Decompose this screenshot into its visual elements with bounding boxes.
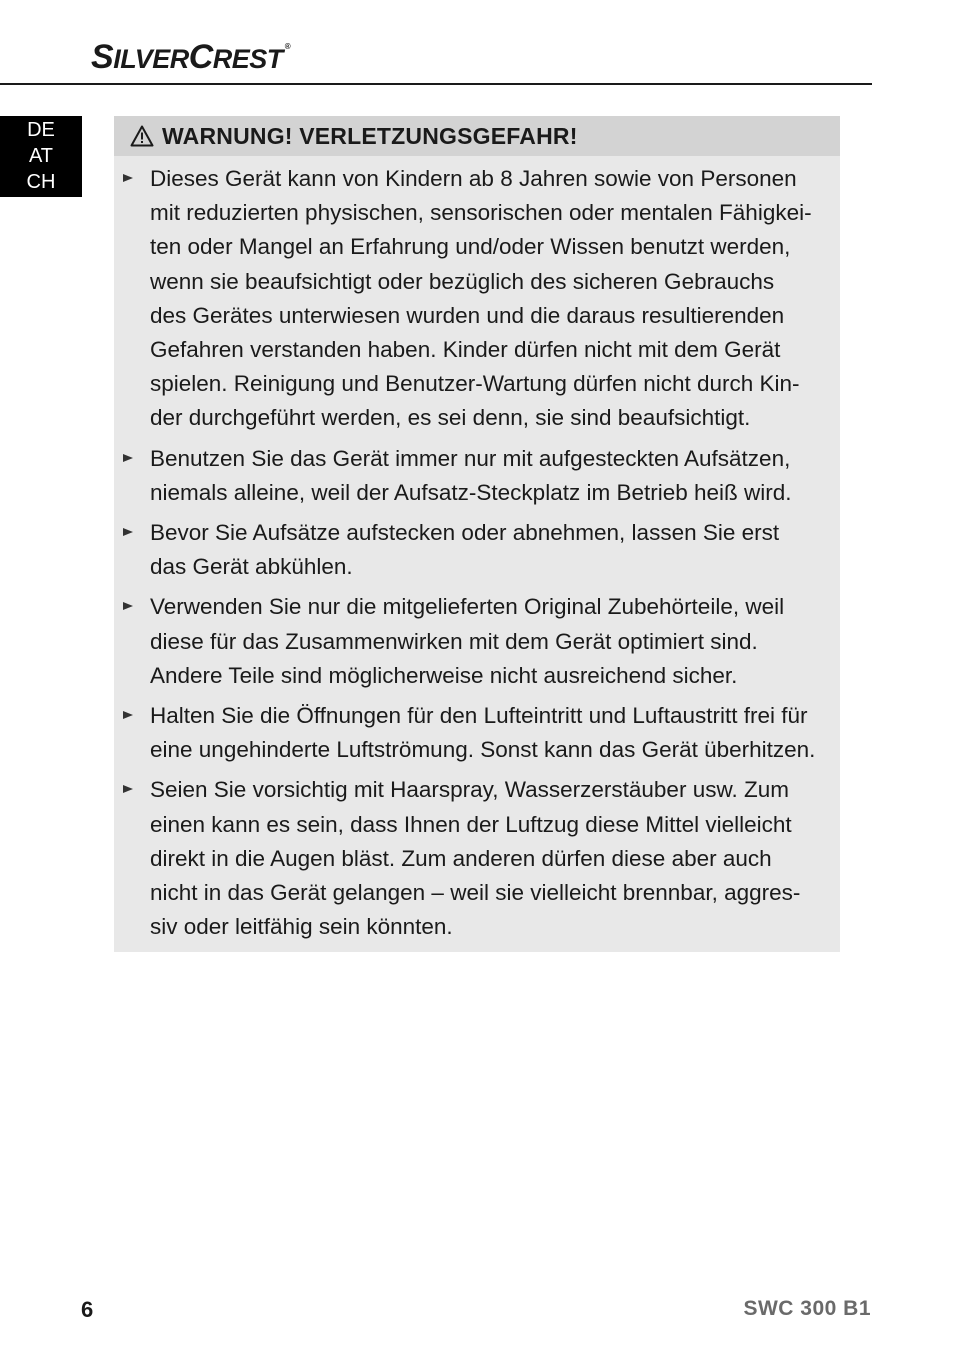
warning-item-line: direkt in die Augen bläst. Zum anderen dürfen diese aber auch [150,845,772,871]
lang-ch: CH [26,171,56,193]
warning-item [114,699,840,767]
warning-item-line: niemals alleine, weil der Aufsatz-Steckplatz im Betrieb heiß wird. [150,479,792,505]
warning-item-line: Benutzen Sie das Gerät immer nur mit aufgesteckten Aufsätzen, [150,445,791,471]
model-number: SWC 300 B1 [743,1297,871,1320]
brand-text: REST [212,44,283,74]
warning-item [114,162,840,436]
warning-item-line: spielen. Reinigung und Benutzer-Wartung dürfen nicht durch Kin- [150,371,800,397]
lang-at: AT [28,145,54,167]
triangle-bullet-icon [123,174,133,182]
page-number: 6 [81,1297,94,1322]
brand-letter: C [188,38,213,76]
triangle-bullet-icon [123,454,133,462]
lang-de: DE [27,119,55,141]
warning-item-line: ten oder Mangel an Erfahrung und/oder Wissen benutzt werden, [150,234,791,260]
warning-item-line: Seien Sie vorsichtig mit Haarspray, Wasserzerstäuber usw. Zum [150,777,789,803]
warning-item-line: nicht in das Gerät gelangen – weil sie vielleicht brennbar, aggres- [150,880,801,906]
warning-item-line: der durchgeführt werden, es sei denn, sie sind beaufsichtigt. [150,405,751,431]
warning-title: WARNUNG! VERLETZUNGSGEFAHR! [162,122,578,149]
warning-item-line: einen kann es sein, dass Ihnen der Luftzug diese Mittel vielleicht [150,811,792,837]
warning-item-line: Verwenden Sie nur die mitgelieferten Original Zubehörteile, weil [150,594,785,620]
warning-item-line: Bevor Sie Aufsätze aufstecken oder abnehmen, lassen Sie erst [150,520,780,546]
warning-header [114,116,840,156]
brand-logo [91,38,290,77]
header-rule [0,83,872,85]
warning-item [114,516,840,584]
warning-item-line: Andere Teile sind möglicherweise nicht ausreichend sicher. [150,662,738,688]
triangle-bullet-icon [123,528,133,536]
brand-letter: S [91,38,114,76]
warning-item-line: Gefahren verstanden haben. Kinder dürfen nicht mit dem Gerät [150,337,781,363]
warning-item-line: Dieses Gerät kann von Kindern ab 8 Jahren sowie von Personen [150,166,797,191]
warning-item [114,590,840,693]
warning-item-line: mit reduzierten physischen, sensorischen oder mentalen Fähigkei- [150,200,812,226]
registered-mark: ® [284,42,291,51]
triangle-bullet-icon [123,711,133,719]
warning-item-line: wenn sie beaufsichtigt oder bezüglich des sicheren Gebrauchs [150,268,775,294]
triangle-bullet-icon [123,785,133,793]
warning-triangle-icon [130,125,154,147]
warning-item-line: des Gerätes unterwiesen wurden und die daraus resultierenden [150,302,785,328]
language-tab [0,116,82,197]
warning-item [114,773,840,944]
triangle-bullet-icon [123,602,133,610]
warning-box [114,116,840,952]
warning-item-line: eine ungehinderte Luftströmung. Sonst kann das Gerät überhitzen. [150,737,816,763]
warning-list [114,156,840,944]
warning-item [114,442,840,510]
warning-item-line: siv oder leitfähig sein könnten. [150,914,453,940]
warning-item-line: Halten Sie die Öffnungen für den Lufteintritt und Luftaustritt frei für [150,703,808,729]
warning-item-line: das Gerät abkühlen. [150,554,353,580]
brand-text: ILVER [113,44,189,74]
warning-item-line: diese für das Zusammenwirken mit dem Gerät optimiert sind. [150,628,758,654]
